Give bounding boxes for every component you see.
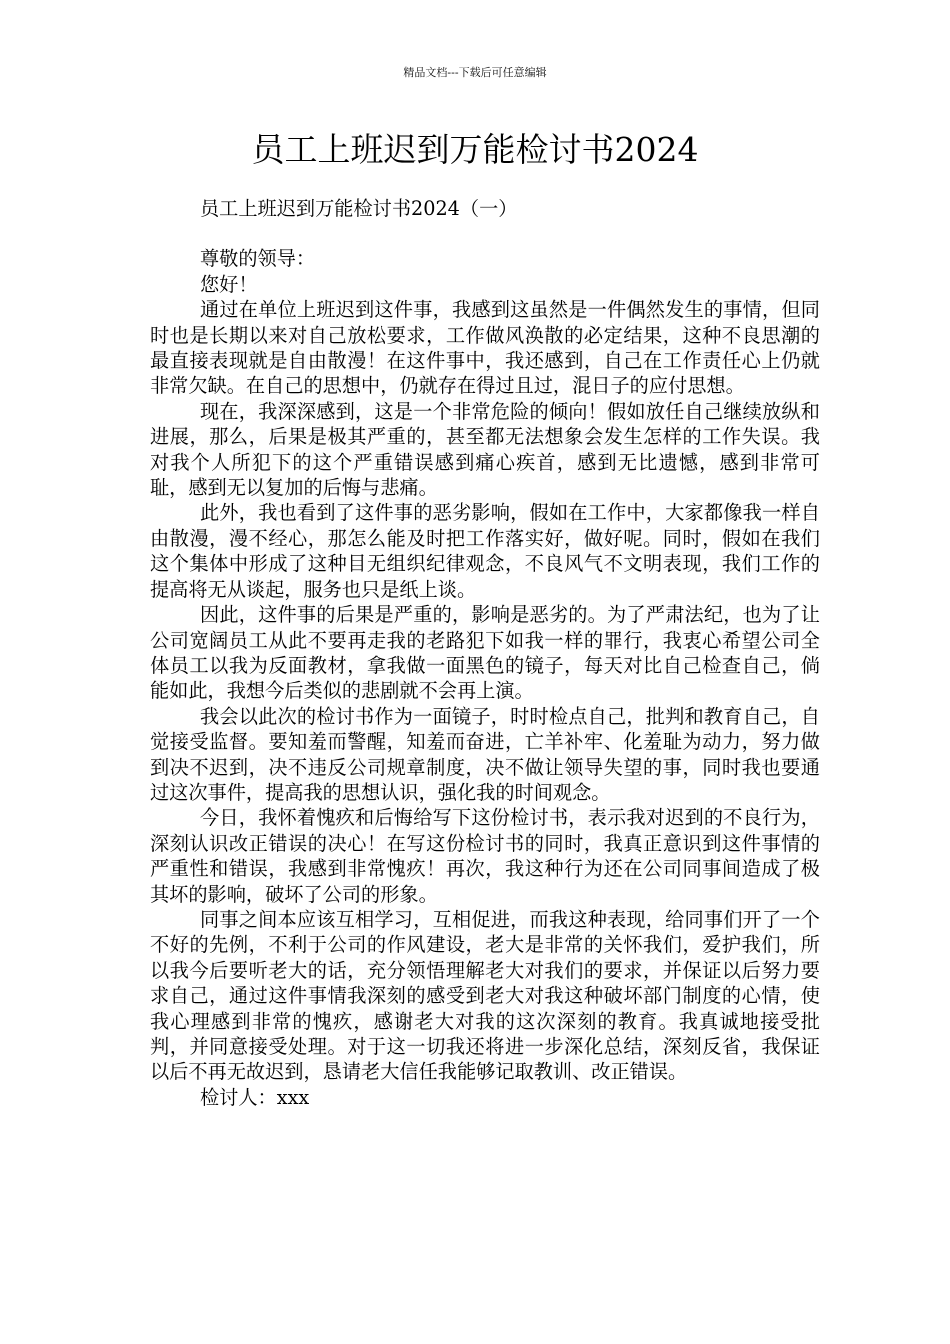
salutation-line: 尊敬的领导： bbox=[200, 247, 316, 271]
signature-line: 检讨人：xxx bbox=[200, 1085, 310, 1109]
greeting-line: 您好！ bbox=[200, 272, 258, 296]
paragraph-7: 同事之间本应该互相学习，互相促进，而我这种表现，给同事们开了一个不好的先例，不利于公司的作风建设，老大是非常的关怀我们，爱护我们，所以我今后要听老大的话，充分领悟理解老大对我们的要求，并保证以后努力要求自己，通过这件事情我深刻的感受到老大对我这种破坏部门制度的心情，使我心理感到非常的愧疚，感谢老大对我的这次深刻的教育。我真诚地接受批判，并同意接受处理。对于这一切我还将进一步深化总结，深刻反省，我保证以后不再无故迟到，恳请老大信任我能够记取教训、改正错误。 bbox=[150, 907, 820, 1084]
paragraph-6: 今日，我怀着愧疚和后悔给写下这份检讨书，表示我对迟到的不良行为，深刻认识改正错误的决心！在写这份检讨书的同时，我真正意识到这件事情的严重性和错误，我感到非常愧疚！再次，我这种行为还在公司同事间造成了极其坏的影响，破坏了公司的形象。 bbox=[150, 806, 820, 906]
document-title: 员工上班迟到万能检讨书2024 bbox=[251, 130, 699, 169]
paragraph-4: 因此，这件事的后果是严重的，影响是恶劣的。为了严肃法纪，也为了让公司宽阔员工从此不要再走我的老路犯下如我一样的罪行，我衷心希望公司全体员工以我为反面教材，拿我做一面黑色的镜子，每天对比自己检查自己，倘能如此，我想今后类似的悲剧就不会再上演。 bbox=[150, 603, 820, 703]
paragraph-3: 此外，我也看到了这件事的恶劣影响，假如在工作中，大家都像我一样自由散漫，漫不经心，那怎么能及时把工作落实好，做好呢。同时，假如在我们这个集体中形成了这种目无组织纪律观念，不良风气不文明表现，我们工作的提高将无从谈起，服务也只是纸上谈。 bbox=[150, 501, 820, 601]
header-note: 精品文档---下载后可任意编辑 bbox=[403, 66, 547, 79]
paragraph-2: 现在，我深深感到，这是一个非常危险的倾向！假如放任自己继续放纵和进展，那么，后果是极其严重的，甚至都无法想象会发生怎样的工作失误。我对我个人所犯下的这个严重错误感到痛心疾首，感到无比遗憾，感到非常可耻，感到无以复加的后悔与悲痛。 bbox=[150, 399, 820, 500]
paragraph-5: 我会以此次的检讨书作为一面镜子，时时检点自己，批判和教育自己，自觉接受监督。要知羞而警醒，知羞而奋进，亡羊补牢、化羞耻为动力，努力做到决不迟到，决不违反公司规章制度，决不做让领导失望的事，同时我也要通过这次事件，提高我的思想认识，强化我的时间观念。 bbox=[150, 704, 820, 804]
document-subtitle: 员工上班迟到万能检讨书2024（一） bbox=[200, 197, 518, 220]
paragraph-1: 通过在单位上班迟到这件事，我感到这虽然是一件偶然发生的事情，但同时也是长期以来对自己放松要求，工作做风涣散的必定结果，这种不良思潮的最直接表现就是自由散漫！在这件事中，我还感到，自己在工作责任心上仍就非常欠缺。在自己的思想中，仍就存在得过且过，混日子的应付思想。 bbox=[150, 298, 820, 398]
document-body bbox=[150, 196, 820, 1110]
